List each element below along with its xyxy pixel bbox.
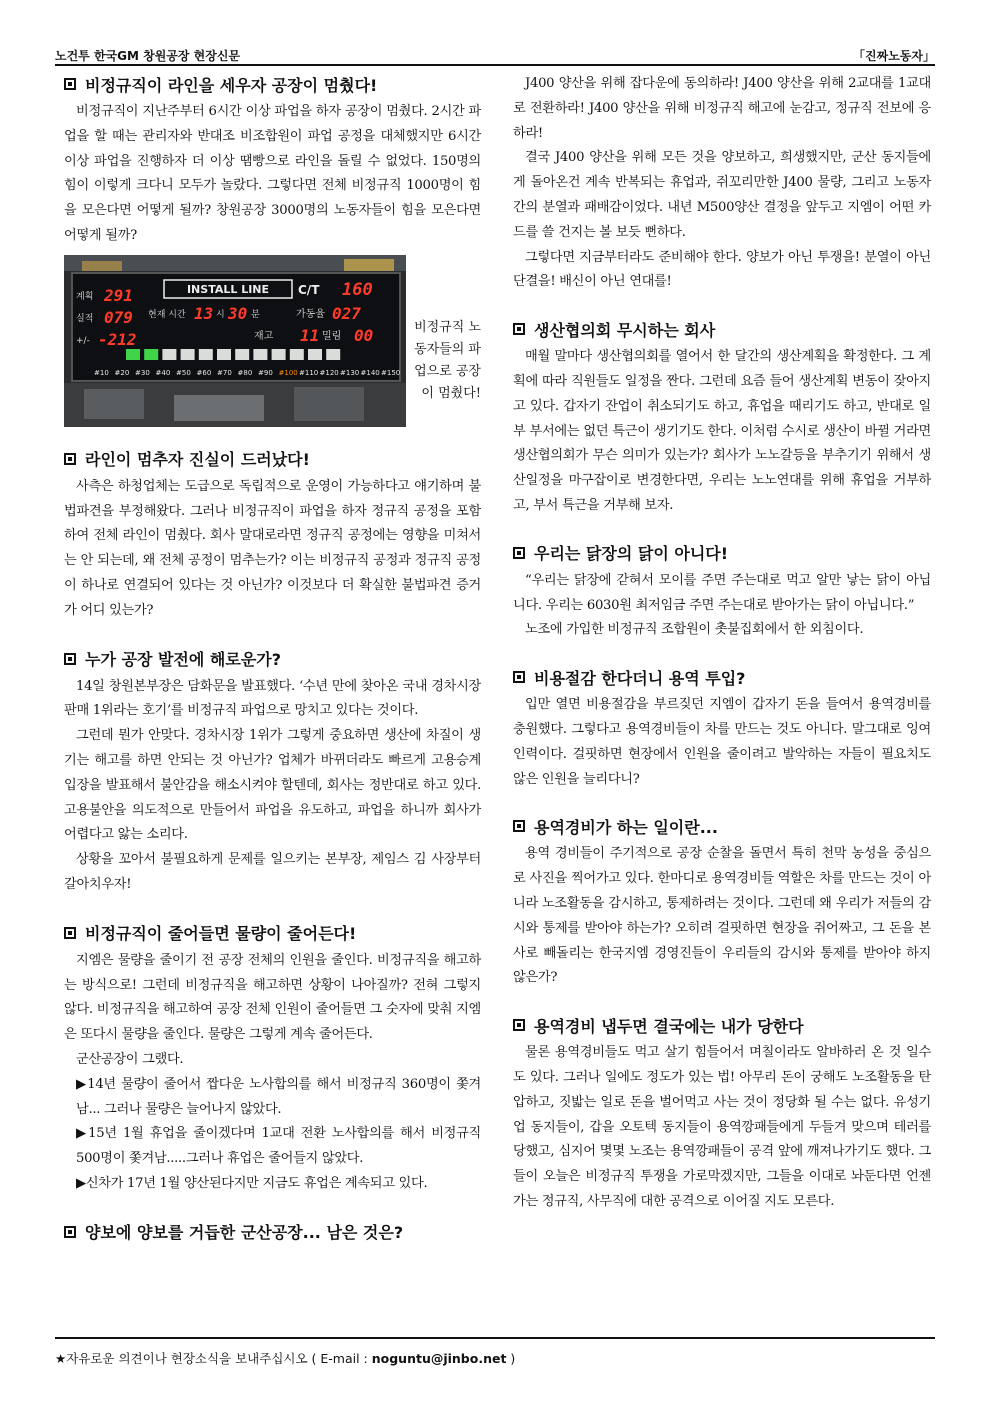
- svg-text:밀림: 밀림: [322, 330, 342, 342]
- section-title: 라인이 멈추자 진실이 드러났다!: [64, 447, 481, 471]
- install-line-board-photo: [64, 255, 406, 427]
- status-lamp: [162, 349, 176, 360]
- header-paper-name: 노건투 한국GM 창원공장 현장신문: [55, 49, 241, 63]
- footer-email-link[interactable]: noguntu@jinbo.net: [371, 1351, 507, 1366]
- svg-text:11: 11: [300, 325, 320, 345]
- article-section: [64, 647, 481, 898]
- paragraph: 매월 말마다 생산협의회를 열어서 한 달간의 생산계획을 확정한다. 그 계획에 따라 직원들도 일정을 짠다. 그런데 요즘 들어 생산계획 변동이 잦아지고 있다. 갑자기 잔업이 취소되기도 하고, 휴업을 때리기도 하고, 반대로 일부 부서에는 없던 특근이 생기기도 한다. 이처럼 수시로 생산이 바뀔 거라면 생산협의회가 무슨 의미가 있는가? 회사가 노노갈등을 부추기기 위해서 생산일정을 마구잡이로 변경한다면, 우리는 노노연대를 위해 휴업을 거부하고, 부서 특근을 거부해 보자.: [513, 349, 931, 513]
- bullet-square-icon: [513, 323, 525, 335]
- paragraph: ▶14년 물량이 줄어서 짭다운 노사합의를 해서 비정규직 360명이 쫓겨남... 그러나 물량은 늘어나지 않았다.: [76, 1076, 481, 1117]
- svg-text:분: 분: [251, 309, 260, 320]
- svg-text:-212: -212: [98, 329, 137, 349]
- section-title: 용역경비 냅두면 결국에는 내가 당한다: [513, 1013, 931, 1037]
- svg-text:+/-: +/-: [76, 335, 90, 346]
- header-masthead: 「진짜노동자」: [853, 49, 935, 63]
- bullet-square-icon: [513, 1019, 525, 1031]
- article-section: [513, 1013, 931, 1215]
- station-label: #110: [299, 368, 319, 377]
- paragraph: “우리는 닭장에 갇혀서 모이를 주면 주는대로 먹고 알만 낳는 닭이 아닙니다. 우리는 6030원 최저임금 주면 주는대로 받아가는 닭이 아닙니다.”: [513, 572, 931, 613]
- article-section: [513, 72, 931, 295]
- photo-caption: 비정규직 노동자들의 파업으로 공장이 멈췄다!: [414, 319, 481, 401]
- station-label: #80: [237, 368, 253, 377]
- paragraph: ▶15년 1월 휴업을 줄이겠다며 1교대 전환 노사합의를 해서 비정규직 500명이 쫓겨남.....그러나 휴업은 줄어들지 않았다.: [76, 1126, 481, 1167]
- station-label: #120: [319, 368, 339, 377]
- article-section: [513, 541, 931, 643]
- section-title: 양보에 양보를 거듭한 군산공장... 남은 것은?: [64, 1220, 481, 1244]
- paragraph: 물론 용역경비들도 먹고 살기 힘들어서 며칠이라도 알바하러 온 것 일수도 있다. 그러나 일에도 정도가 있는 법! 아무리 돈이 궁해도 노조활동을 탄압하고, 짓밟는 일로 돈을 벌어먹고 사는 것이 정당화 될 수는 없다. 유성기업 동지들이, 갑을 오토텍 동지들이 용역깡패들에게 두들겨 맞으며 테러를 당했고, 심지어 몇몇 노조는 용역깡패들이 공격 앞에 깨져나가기도 했다. 그들이 오늘은 비정규직 투쟁을 가로막겠지만, 그들을 이대로 놔둔다면 언젠가는 정규직, 사무직에 대한 공격으로 이어질 지도 모른다.: [513, 1045, 931, 1209]
- article-section: [64, 447, 481, 624]
- svg-text:C/T: C/T: [298, 282, 320, 297]
- station-label: #70: [217, 368, 232, 377]
- article-section: [64, 921, 481, 1197]
- paragraph: 입만 열면 비용절감을 부르짖던 지엠이 갑자기 돈을 들여서 용역경비를 충원했다. 그렇다고 용역경비들이 차를 만드는 것도 아니다. 말그대로 잉여인력이다. 걸핏하면 현장에서 인원을 줄이려고 발악하는 자들이 필요치도 않은 인원을 늘리다니?: [513, 697, 931, 787]
- status-lamp: [144, 349, 158, 360]
- bullet-square-icon: [513, 671, 525, 683]
- svg-text:현재 시간: 현재 시간: [148, 309, 186, 320]
- svg-text:계획: 계획: [76, 291, 94, 302]
- article-section: [513, 317, 931, 519]
- station-label: #10: [94, 368, 109, 377]
- article-section: [64, 1220, 481, 1244]
- svg-text:027: 027: [332, 303, 361, 323]
- footer-end: ): [506, 1351, 516, 1366]
- svg-text:00: 00: [354, 325, 374, 345]
- status-lamp: [126, 349, 140, 360]
- paragraph: 상황을 꼬아서 불필요하게 문제를 일으키는 본부장, 제임스 김 사장부터 갈아치우자!: [64, 852, 481, 892]
- bullet-square-icon: [64, 453, 76, 465]
- paragraph: 사측은 하청업체는 도급으로 독립적으로 운영이 가능하다고 얘기하며 불법파견을 부정해왔다. 그러나 비정규직이 파업을 하자 정규직 공정을 포함하여 전체 라인이 멈췄다. 회사 말대로라면 정규직 공정에는 영향을 미쳐서는 안 되는데, 왜 전체 공정이 멈추는가? 이는 비정규직 공정과 정규직 공정이 하나로 연결되어 있다는 것 아닌가? 이것보다 더 확실한 불법파견 증거가 어디 있는가?: [64, 478, 481, 618]
- section-title: 비정규직이 줄어들면 물량이 줄어든다!: [64, 921, 481, 945]
- station-label: #100: [278, 368, 298, 377]
- paragraph: J400 양산을 위해 잡다운에 동의하라! J400 양산을 위해 2교대를 1교대로 전환하라! J400 양산을 위해 비정규직 해고에 눈감고, 정규직 전보에 응하라!: [513, 76, 931, 141]
- newspaper-header: [55, 44, 935, 66]
- station-label: #150: [381, 368, 401, 377]
- station-label: #90: [258, 368, 273, 377]
- station-label: #140: [360, 368, 380, 377]
- paragraph: ▶신차가 17년 1월 양산된다지만 지금도 휴업은 계속되고 있다.: [76, 1175, 428, 1191]
- status-lamp: [326, 349, 340, 360]
- footer: [55, 1337, 935, 1367]
- left-column: [64, 72, 481, 1248]
- paragraph: 결국 J400 양산을 위해 모든 것을 양보하고, 희생했지만, 군산 동지들에게 돌아온건 계속 반복되는 휴업과, 쥐꼬리만한 J400 물량, 그리고 노동자간의 분열과 패배감이었다. 내년 M500양산 결정을 앞두고 지엠이 어떤 카드를 쓸 건지는 볼 보듯 뻔하다.: [513, 150, 931, 240]
- station-label: #40: [155, 368, 171, 377]
- station-label: #20: [114, 368, 130, 377]
- section-title: 용역경비가 하는 일이란...: [513, 814, 931, 838]
- right-column: [513, 72, 931, 1215]
- svg-text:160: 160: [342, 279, 373, 300]
- status-lamp: [290, 349, 304, 360]
- bullet-square-icon: [513, 547, 525, 559]
- article-section: [513, 665, 931, 792]
- svg-text:재고: 재고: [254, 330, 274, 342]
- station-label: #50: [176, 368, 191, 377]
- status-lamp: [253, 349, 267, 360]
- station-label: #60: [196, 368, 212, 377]
- svg-text:30: 30: [228, 303, 248, 323]
- bullet-square-icon: [64, 927, 76, 939]
- status-lamp: [199, 349, 213, 360]
- paragraph: 군산공장이 그랬다.: [76, 1051, 184, 1067]
- paragraph: 14일 창원본부장은 담화문을 발표했다. ‘수년 만에 찾아온 국내 경차시장 판매 1위라는 호기’를 비정규직 파업으로 망치고 있다는 것이다.: [64, 678, 481, 719]
- status-lamp: [235, 349, 249, 360]
- paragraph: 노조에 가입한 비정규직 조합원이 촛불집회에서 한 외침이다.: [525, 622, 864, 638]
- footer-text: ★자유로운 의견이나 현장소식을 보내주십시오 ( E-mail :: [55, 1351, 372, 1366]
- section-title: 우리는 닭장의 닭이 아니다!: [513, 541, 931, 565]
- paragraph: 지엠은 물량을 줄이기 전 공장 전체의 인원을 줄인다. 비정규직을 해고하는 방식으로! 그런데 비정규직을 해고하면 상황이 나아질까? 전혀 그렇지 않다. 비정규직을 해고하여 공장 전체 인원이 줄어들면 그 숫자에 맞춰 지엠은 또다시 물량을 줄인다. 물량은 그렇게 계속 줄어든다.: [64, 952, 481, 1043]
- paragraph: 그렇다면 지금부터라도 준비해야 한다. 양보가 아닌 투쟁을! 분열이 아닌 단결을! 배신이 아닌 연대를!: [513, 249, 931, 290]
- section-title: 생산협의회 무시하는 회사: [513, 317, 931, 341]
- article-section: [513, 814, 931, 991]
- bullet-square-icon: [513, 820, 525, 832]
- section-title: 비용절감 한다더니 용역 투입?: [513, 665, 931, 689]
- bullet-square-icon: [64, 653, 76, 665]
- svg-text:INSTALL LINE: INSTALL LINE: [186, 282, 270, 296]
- bullet-square-icon: [64, 1226, 76, 1238]
- status-lamp: [217, 349, 231, 360]
- paragraph: 용역 경비들이 주기적으로 공장 순찰을 돌면서 특히 천막 농성을 중심으로 사진을 찍어가고 있다. 한마디로 용역경비들 역할은 차를 만드는 것이 아니라 노조활동을 감시하고, 통제하려는 것이다. 그런데 왜 우리가 저들의 감시와 통제를 받아야 하는가? 오히려 걸핏하면 현장을 쥐어짜고, 그 돈을 본사로 빼돌리는 한국지엠 경영진들이 우리들의 감시와 통제를 받아야 하지 않은가?: [513, 846, 931, 986]
- svg-text:291: 291: [104, 285, 133, 305]
- paragraph: 비정규직이 지난주부터 6시간 이상 파업을 하자 공장이 멈췄다. 2시간 파업을 할 때는 관리자와 반대조 비조합원이 파업 공정을 대체했지만 6시간 이상 파업을 진행하자 더 이상 땜빵으로 라인을 돌릴 수 없었다. 150명의 힘이 이렇게 크다니 모두가 놀랐다. 그렇다면 전체 비정규직 1000명이 힘을 모은다면 어떻게 될까? 창원공장 3000명의 노동자들이 힘을 모은다면 어떻게 될까?: [64, 104, 481, 243]
- board-illustration: [64, 255, 406, 427]
- station-label: #30: [135, 368, 150, 377]
- svg-text:079: 079: [104, 307, 133, 327]
- paragraph: 그런데 뭔가 안맞다. 경차시장 1위가 그렇게 중요하면 생산에 차질이 생기는 해고를 하면 안되는 것 아닌가? 업체가 바뀌더라도 빠르게 고용승계 입장을 발표해서 불안감을 해소시켜야 할텐데, 회사는 정반대로 하고 있다. 고용불안을 의도적으로 만들어서 파업을 유도하고, 파업을 하니까 회사가 어렵다고 앓는 소리다.: [64, 728, 481, 843]
- section-title: 누가 공장 발전에 해로운가?: [64, 647, 481, 671]
- section-title: 비정규직이 라인을 세우자 공장이 멈췄다!: [64, 72, 481, 96]
- svg-text:시: 시: [216, 309, 225, 320]
- svg-text:13: 13: [194, 303, 214, 323]
- photo-block: [64, 255, 481, 427]
- status-lamp: [272, 349, 286, 360]
- article-section: [64, 72, 481, 249]
- status-lamp: [181, 349, 195, 360]
- station-label: #130: [340, 368, 360, 377]
- svg-text:실적: 실적: [76, 313, 94, 324]
- bullet-square-icon: [64, 78, 76, 90]
- svg-text:가동율: 가동율: [296, 308, 325, 320]
- status-lamp: [308, 349, 322, 360]
